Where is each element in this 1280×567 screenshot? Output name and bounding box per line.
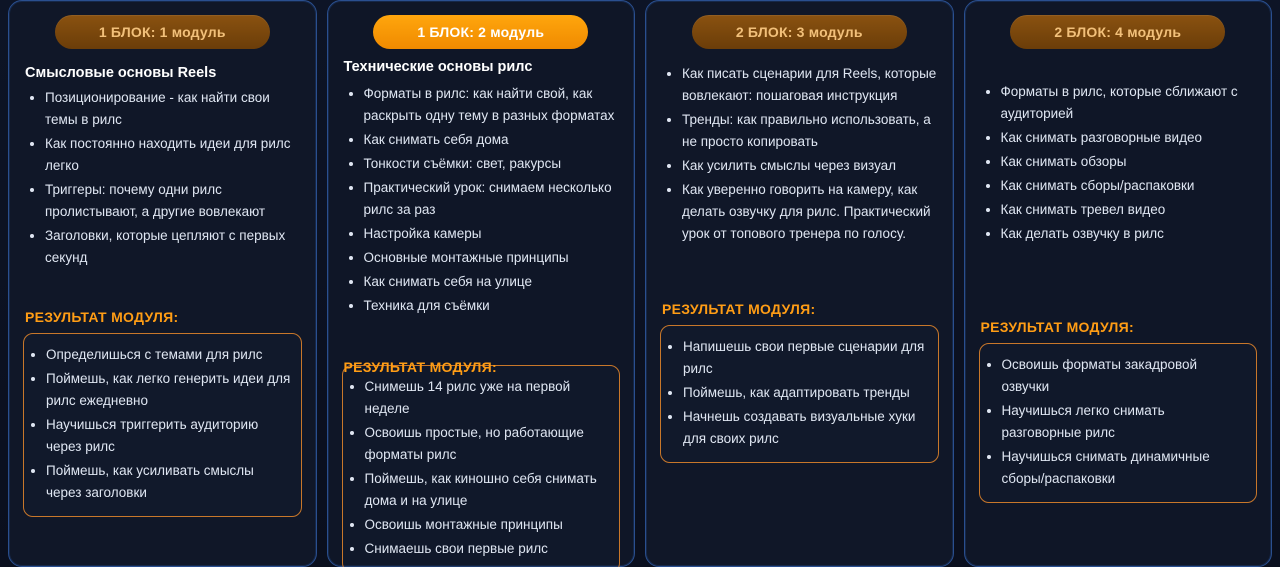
list-item: • Как снимать тревел видео [1001, 199, 1258, 221]
list-item: • Научишься триггерить аудиторию через рилс [46, 414, 293, 458]
list-item: • Снимаешь свои первые рилс [365, 538, 612, 560]
list-item: • Научишься снимать динамичные сборы/распаковки [1002, 446, 1249, 490]
result-box-1 [23, 333, 302, 517]
list-item: • Заголовки, которые цепляют с первых секунд [45, 225, 302, 269]
list-item: • Напишешь свои первые сценарии для рилс [683, 336, 930, 380]
list-item: • Форматы в рилс, которые сближают с аудиторией [1001, 81, 1258, 125]
list-item: • Снимешь 14 рилс уже на первой неделе [365, 376, 612, 420]
result-title-4: РЕЗУЛЬТАТ МОДУЛЯ: [980, 319, 1134, 335]
module-badge-1: 1 БЛОК: 1 модуль [55, 15, 270, 49]
module-card-1 [8, 0, 317, 567]
module-card-2 [327, 0, 636, 567]
result-box-4 [979, 343, 1258, 503]
list-item: • Как снимать себя дома [364, 129, 621, 151]
list-item: • Позиционирование - как найти свои темы в рилс [45, 87, 302, 131]
module-points-3 [660, 63, 939, 245]
list-item: • Освоишь простые, но работающие форматы рилс [365, 422, 612, 466]
list-item: • Как снимать обзоры [1001, 151, 1258, 173]
module-results-2 [343, 376, 612, 560]
list-item: • Как снимать себя на улице [364, 271, 621, 293]
list-item: • Форматы в рилс: как найти свой, как раскрыть одну тему в разных форматах [364, 83, 621, 127]
list-item: • Как усилить смыслы через визуал [682, 155, 939, 177]
list-item: • Тренды: как правильно использовать, а не просто копировать [682, 109, 939, 153]
list-item: • Освоишь монтажные принципы [365, 514, 612, 536]
list-item: • Как уверенно говорить на камеру, как делать озвучку для рилс. Практический урок от топового тренера по голосу. [682, 179, 939, 245]
list-item: • Как писать сценарии для Reels, которые вовлекают: пошаговая инструкция [682, 63, 939, 107]
module-points-1 [23, 87, 302, 269]
list-item: • Как постоянно находить идеи для рилс легко [45, 133, 302, 177]
list-item: • Как снимать сборы/распаковки [1001, 175, 1258, 197]
list-item: • Освоишь форматы закадровой озвучки [1002, 354, 1249, 398]
module-results-3 [661, 336, 930, 450]
module-points-4 [979, 81, 1258, 245]
list-item: • Техника для съёмки [364, 295, 621, 317]
module-title-2: Технические основы рилс [343, 59, 533, 75]
result-box-3 [660, 325, 939, 463]
list-item: • Тонкости съёмки: свет, ракурсы [364, 153, 621, 175]
list-item: • Определишься с темами для рилс [46, 344, 293, 366]
list-item: • Как делать озвучку в рилс [1001, 223, 1258, 245]
result-title-2: РЕЗУЛЬТАТ МОДУЛЯ: [343, 359, 497, 375]
module-badge-2: 1 БЛОК: 2 модуль [373, 15, 588, 49]
list-item: • Практический урок: снимаем несколько рилс за раз [364, 177, 621, 221]
module-card-3 [645, 0, 954, 567]
result-title-1: РЕЗУЛЬТАТ МОДУЛЯ: [25, 309, 179, 325]
module-points-2 [342, 83, 621, 317]
result-title-3: РЕЗУЛЬТАТ МОДУЛЯ: [662, 301, 816, 317]
list-item: • Поймешь, как усиливать смыслы через заголовки [46, 460, 293, 504]
module-title-1: Смысловые основы Reels [25, 65, 217, 81]
list-item: • Научишься легко снимать разговорные рилс [1002, 400, 1249, 444]
module-badge-4: 2 БЛОК: 4 модуль [1010, 15, 1225, 49]
list-item: • Начнешь создавать визуальные хуки для своих рилс [683, 406, 930, 450]
module-results-1 [24, 344, 293, 504]
list-item: • Поймешь, как легко генерить идеи для рилс ежедневно [46, 368, 293, 412]
list-item: • Поймешь, как киношно себя снимать дома и на улице [365, 468, 612, 512]
module-card-4 [964, 0, 1273, 567]
module-badge-3: 2 БЛОК: 3 модуль [692, 15, 907, 49]
list-item: • Настройка камеры [364, 223, 621, 245]
module-results-4 [980, 354, 1249, 490]
list-item: • Поймешь, как адаптировать тренды [683, 382, 930, 404]
list-item: • Как снимать разговорные видео [1001, 127, 1258, 149]
result-box-2 [342, 365, 621, 567]
list-item: • Основные монтажные принципы [364, 247, 621, 269]
list-item: • Триггеры: почему одни рилс пролистывают, а другие вовлекают [45, 179, 302, 223]
